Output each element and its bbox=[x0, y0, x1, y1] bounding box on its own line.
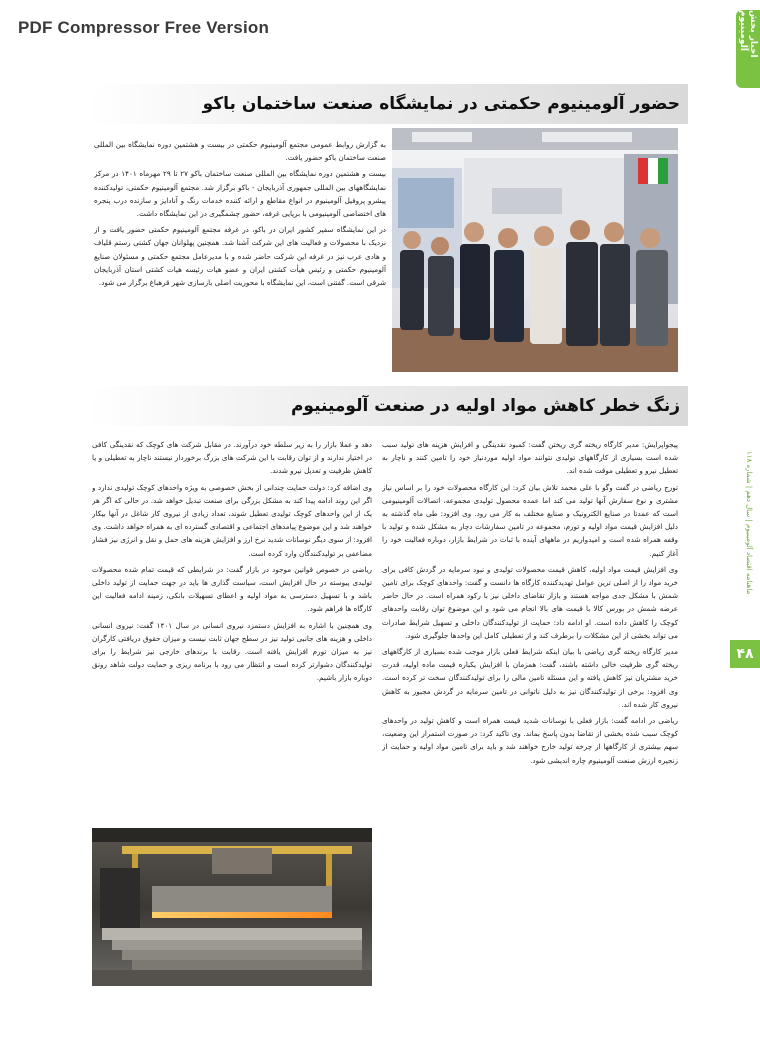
article2-title: زنگ خطر کاهش مواد اولیه در صنعت آلومینیوم bbox=[88, 386, 688, 426]
aluminium-smelter-photo bbox=[92, 828, 372, 986]
watermark: PDF Compressor Free Version bbox=[18, 18, 270, 37]
article2-paragraph: وی همچنین با اشاره به افزایش دستمزد نیروی انسانی در سال ۱۴۰۱ گفت: نیروی انسانی داخلی و هزینه های جانبی تولید نیز در سطح جهان ثابت نیست و میزان حقوق دریافتی کارگران نیز به میزان تورم افزایش یافته است. رقابت با برندهای خارجی نیز شرایط را برای تولیدکنندگان دشوارتر کرده است و انتظار می رود با برنامه ریزی و حمایت دولت شاهد رونق دوباره بازار باشیم. bbox=[92, 620, 372, 683]
article1-paragraph: به گزارش روابط عمومی مجتمع آلومینیوم حکمتی در بیست و هشتمین دوره نمایشگاه بین المللی صنعت ساختمان باکو حضور یافت. bbox=[94, 140, 386, 163]
section-tab bbox=[736, 10, 760, 88]
article2-paragraph: وی اضافه کرد: دولت حمایت چندانی از بخش خصوصی به ویژه واحدهای کوچک تولیدی ندارد و اگر این روند ادامه پیدا کند به مشکل بزرگی برای صنعت تبدیل خواهد شد. در حالی که اگر هر یک از این واحدهای کوچک تولیدی تعطیل شوند، تعداد زیادی از نیروی کار شاغل در آنها بیکار خواهند شد و این موضوع پیامدهای اجتماعی و اقتصادی گسترده ای به همراه خواهد داشت. وی افزود: از سوی دیگر نوسانات شدید نرخ ارز و افزایش هزینه های حمل و نقل و انرژی نیز فشار مضاعفی بر تولیدکنندگان وارد کرده است. bbox=[92, 482, 372, 558]
article2-right-column bbox=[382, 438, 678, 986]
article1-paragraph: بیست و هشتمین دوره نمایشگاه بین المللی صنعت ساختمان باکو ۲۷ تا ۲۹ مهرماه ۱۴۰۱ در مرکز نمایشگاههای بین المللی جمهوری آذربایجان - باکو برگزار شد. مجتمع آلومینیوم حکمتی، تولیدکننده پیشرو پروفیل آلومینیوم در انواع مقاطع و ارائه کننده خدمات رنگ و آنادایز و سازنده درب پنجره های اختصاصی آلومینیومی با برپایی غرفه، حضور چشمگیری در این نمایشگاه داشت. bbox=[94, 169, 386, 219]
article2-paragraph: وی افزایش قیمت مواد اولیه، کاهش قیمت محصولات تولیدی و نبود سرمایه در گردش کافی برای خرید مواد را از اصلی ترین عوامل تهدیدکننده کارگاه ها دانست و گفت: واحدهای کوچک برای تامین شمش با مشکل جدی مواجه هستند و بازار تقاضای داخلی نیز با رکود همراه است. در حال حاضر عرضه شمش در بورس کالا با قیمت های بالا انجام می شود و این موضوع توان رقابت واحدهای کوچک را کاهش داده است. او ادامه داد: حمایت از تولیدکنندگان داخلی و تسهیل شرایط صادرات می تواند بخشی از این مشکلات را برطرف کند و از تعطیلی کامل این واحدها جلوگیری شود. bbox=[382, 564, 678, 640]
article2-left-column bbox=[92, 438, 372, 826]
article1-title: حضور آلومینیوم حکمتی در نمایشگاه صنعت ساختمان باکو bbox=[88, 84, 688, 124]
article2-paragraph: ریاضی در خصوص قوانین موجود در بازار گفت: در شرایطی که قیمت تمام شده محصولات تولیدی پیوسته در حال افزایش است، سیاست گذاری ها باید در جهت حمایت از تولید داخلی باشد و با تسهیل دسترسی به مواد اولیه و اعطای تسهیلات بانکی، زمینه ادامه فعالیت این کارگاه ها فراهم شود. bbox=[92, 564, 372, 614]
article2-paragraph: تورج ریاضی در گفت وگو با علی محمد تلاش بیان کرد: این کارگاه محصولات خود را بر اساس نیاز مشتری و نوع سفارش آنها تولید می کند اما عمده محصول تولیدی مجموعه، اتصالات آلومینیومی است که عمدتا در صنایع الکترونیک و صنایع مختلف به کار می رود. وی افزود: طی ماه گذشته به دلیل افزایش قیمت مواد اولیه و تورم، مجموعه در تامین سفارشات دچار به مشکل شده و تولید با وقفه همراه شده است و امیدواریم در ماههای آینده با ثبات در شرایط بازار، دوباره فعالیت خود را آغاز کنیم. bbox=[382, 482, 678, 558]
page-number: ۴۸ bbox=[730, 640, 760, 668]
article1-paragraph: در این نمایشگاه سفیر کشور ایران در باکو، در غرفه مجتمع آلومینیوم حکمتی حضور یافت و از نزدیک با محصولات و فعالیت های این شرکت آشنا شد. همچنین پهلوانان جهان کشتی رستم قلیاف و هادی عرب نیز در غرفه این شرکت حاضر شده و با مدیرعامل مجتمع حکمتی و مسئولان صنایع آلومینیوم حکمتی و رئیس هیأت کشتی ایران و عضو هیات رئیسه هیات کشتی استان آذربایجان شرقی است. گفتنی است، این نمایشگاه با محوریت اصلی بازسازی شهر قرهباغ برگزار می شود. bbox=[94, 225, 386, 288]
article1-body bbox=[94, 138, 386, 366]
article2-paragraph: دهد و عملا بازار را به زیر سلطه خود درآورند. در مقابل شرکت های کوچک که نقدینگی کافی در اختیار ندارند و از توان رقابت با این شرکت های بزرگ برخوردار نیستند ناچار به تعطیلی و یا کاهش ظرفیت و تعدیل نیرو شدند. bbox=[92, 440, 372, 476]
exhibition-photo bbox=[392, 128, 678, 372]
article2-paragraph: پیجواپرایش: مدیر کارگاه ریخته گری ریختن گفت: کمبود نقدینگی و افزایش هزینه های تولید سبب شده است بسیاری از کارگاههای تولیدی نتوانند مواد اولیه موردنیاز خود را تامین کنند و ناچار به تعطیل نیرو و تعطیلی موقت شده اند. bbox=[382, 440, 678, 476]
magazine-strip-label: ماهنامه اقتصاد آلومینیوم | سال دهم | شماره ۱۱۸ bbox=[745, 450, 753, 595]
magazine-strip bbox=[744, 420, 754, 625]
article2-paragraph: ریاضی در ادامه گفت: بازار فعلی با نوسانات شدید قیمت همراه است و کاهش تولید در واحدهای کوچک سبب شده بخشی از تقاضا بدون پاسخ بماند. وی تاکید کرد: در صورت استمرار این وضعیت، سهم بیشتری از کارگاهها از چرخه تولید خارج خواهند شد و باید برای تامین مواد اولیه و حمایت از زنجیره ارزش صنعت آلومینیوم چاره اندیشی شود. bbox=[382, 716, 678, 765]
section-tab-label: اخبار بخش آلومینیوم bbox=[738, 10, 758, 58]
article2-paragraph: مدیر کارگاه ریخته گری ریاضی با بیان اینکه شرایط فعلی بازار موجب شده بسیاری از کارگاههای ریخته گری ظرفیت خالی داشته باشند، گفت: همزمان با افزایش یکباره قیمت ماده اولیه، قدرت خرید مشتریان نیز کاهش یافته و این مسئله تامین مالی را برای تولیدکنندگان سخت تر کرده است. وی افزود: برخی از تولیدکنندگان نیز به دلیل ناتوانی در تامین سرمایه در گردش مجبور به کاهش نیروی کار شده اند. bbox=[382, 647, 678, 709]
